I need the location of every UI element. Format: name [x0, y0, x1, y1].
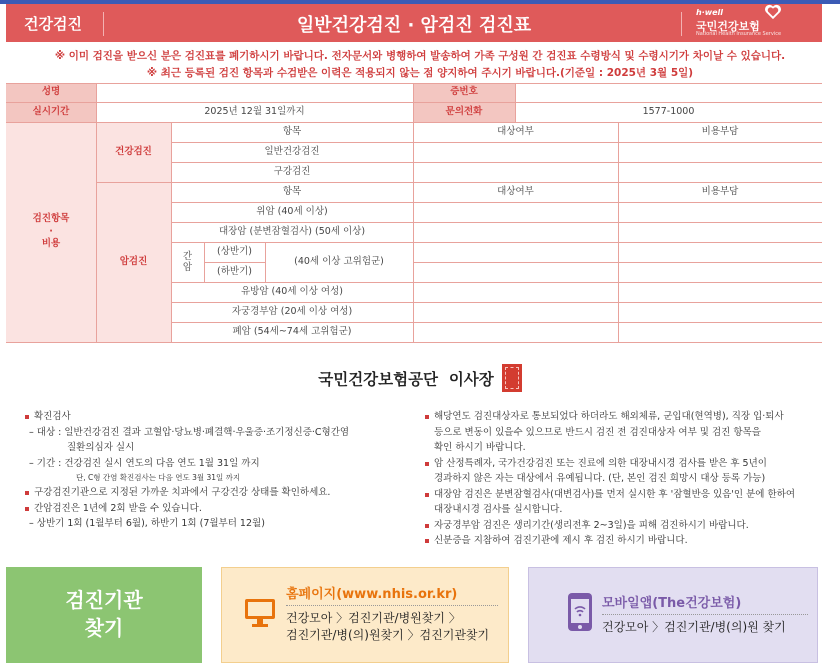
stomach-cancer-row: 위암 (40세 이상): [256, 205, 328, 217]
general-checkup-row: 일반건강검진: [264, 145, 320, 157]
logo-tagline: National Health Insurance Service: [696, 31, 782, 37]
colon-cancer-row: 대장암 (분변잠혈검사) (50세 이상): [218, 225, 366, 237]
health-col-target: 대상여부: [497, 125, 534, 137]
homepage-box[interactable]: [221, 567, 509, 663]
grid-line: [171, 142, 822, 143]
name-value: [96, 83, 413, 102]
period-value: 2025년 12월 31일까지: [204, 105, 305, 117]
notice-2: ※ 최근 등록된 검진 항목과 수검받은 이력은 적용되지 않는 점 양지하여 주시기 바랍니다.(기준일 : 2025년 3월 5일): [146, 67, 694, 79]
liver-condition: (40세 이상 고위험군): [294, 255, 384, 267]
health-col-cost: 비용부담: [701, 125, 739, 137]
notice-1: ※ 이미 검진을 받으신 분은 검진표를 폐기하시기 바랍니다. 전자문서와 병행하여 발송하여 가족 구성원 간 검진표 수령방식 및 수령시기가 차이날 수 있습니다.: [54, 50, 786, 62]
note-line: – 기간 : 건강검진 실시 연도의 다음 연도 1월 31일 까지: [29, 457, 260, 469]
grid-line: [171, 122, 172, 342]
mobile-title: 모바일앱(The건강보험): [602, 596, 742, 611]
grid-line: [171, 202, 822, 203]
dotted-rule: [602, 614, 808, 615]
note-line: 대장내시경 검사를 실시합니다.: [434, 504, 563, 515]
phone-value: 1577-1000: [642, 105, 695, 117]
grid-line: [515, 83, 516, 122]
liver-cancer-label: 간 암: [182, 250, 193, 273]
find-institution-button[interactable]: [6, 567, 202, 663]
grid-line: [171, 282, 822, 283]
note-line: 경과하지 않은 자는 대상에서 유예됩니다. (단, 본인 검진 희망시 대상 등록 가능): [434, 473, 766, 484]
phone-label: 문의전화: [413, 102, 515, 122]
note-bullet: 해당연도 검진대상자로 통보되었다 하더라도 해외체류, 군입대(현역병), 직장 입·퇴사: [424, 409, 829, 425]
homepage-path-1: 건강모아 〉검진기관/병원찾기 〉: [286, 611, 461, 625]
health-col-item: 항목: [282, 125, 302, 137]
note-bullet: 대장암 검진은 분변잠혈검사(대변검사)를 먼저 실시한 후 '잠혈반응 있음'인 분에 한하여: [424, 487, 829, 503]
logo-hwell: h·well: [696, 8, 724, 17]
right-notes: [424, 409, 829, 549]
find-institution-label: 검진기관 찾기: [65, 588, 143, 640]
id-label: 증번호: [413, 83, 515, 102]
grid-line: [6, 102, 822, 103]
liver-first-half: (상반기): [217, 245, 252, 257]
homepage-path-2: 검진기관/병(의)원찾기 〉검진기관찾기: [286, 628, 490, 642]
note-line: 질환의심자 실시: [67, 442, 135, 453]
note-bullet: 확진검사: [24, 409, 419, 425]
note-line: – 대상 : 일반건강검진 결과 고혈압·당뇨병·폐결핵·우울증·조기정신증·C형간염: [29, 426, 350, 438]
note-bullet: 신분증을 지참하여 검진기관에 제시 후 검진 하시기 바랍니다.: [424, 533, 829, 549]
homepage-title: 홈페이지(www.nhis.or.kr): [286, 587, 458, 602]
grid-line: [171, 322, 822, 323]
grid-line: [204, 242, 205, 282]
logo-name: 국민건강보험: [696, 20, 760, 33]
grid-line: [265, 242, 266, 282]
signature: [0, 366, 840, 394]
grid-line: [204, 262, 265, 263]
liver-second-half: (하반기): [217, 265, 252, 277]
grid-line: [618, 122, 619, 342]
signature-text: 국민건강보험공단 이사장: [318, 370, 494, 389]
breast-cancer-row: 유방암 (40세 이상 여성): [241, 285, 343, 297]
grid-line: [96, 83, 97, 342]
cancer-col-target: 대상여부: [497, 185, 534, 197]
grid-line: [171, 222, 822, 223]
grid-line: [171, 242, 822, 243]
note-bullet: 자궁경부암 검진은 생리기간(생리전후 2~3일)을 피해 검진하시기 바랍니다.: [424, 518, 829, 534]
note-line: 등으로 변동이 있을수 있으므로 반드시 검진 전 검진대상자 여부 및 검진 항목을: [434, 426, 761, 438]
smartphone-icon: [567, 592, 593, 632]
grid-line: [171, 302, 822, 303]
grid-line: [171, 162, 822, 163]
note-line: – 상반기 1회 (1월부터 6월), 하반기 1회 (7월부터 12월): [29, 518, 265, 529]
page-title: 일반건강검진 · 암검진 검진표: [296, 15, 532, 36]
name-label: 성명: [6, 83, 96, 102]
mobile-path: 건강모아 〉검진기관/병(의)원 찾기: [602, 620, 786, 634]
note-bullet: 구강검진기관으로 지정된 가까운 치과에서 구강건강 상태를 확인하세요.: [24, 485, 419, 501]
note-bullet: 암 산정특례자, 국가건강검진 또는 진료에 의한 대장내시경 검사를 받은 후 5년이: [424, 456, 829, 472]
note-bullet: 간암검진은 1년에 2회 받을 수 있습니다.: [24, 501, 419, 517]
left-notes: [24, 409, 419, 532]
cancer-col-cost: 비용부담: [701, 185, 739, 197]
cancer-checkup-label: 암검진: [96, 182, 171, 342]
grid-line: [6, 83, 822, 84]
grid-line: [413, 83, 414, 342]
oral-checkup-row: 구강검진: [273, 165, 311, 177]
period-label: 실시기간: [6, 102, 96, 122]
grid-line: [96, 182, 822, 183]
health-checkup-label: 건강검진: [96, 122, 171, 182]
monitor-icon: [244, 598, 276, 628]
grid-line: [6, 342, 822, 343]
note-line: 확인 하시기 바랍니다.: [434, 442, 526, 453]
items-cost-label: 검진항목 · 비용: [6, 122, 96, 342]
cervical-cancer-row: 자궁경부암 (20세 이상 여성): [231, 305, 353, 317]
header-category: 건강검진: [24, 15, 82, 33]
mobile-app-box[interactable]: [528, 567, 818, 663]
grid-line: [6, 122, 822, 123]
official-seal-icon: [502, 364, 522, 392]
cancer-col-item: 항목: [282, 185, 302, 197]
note-line: 단, C형 간염 확진검사는 다음 연도 3월 31일 까지: [76, 473, 241, 482]
dotted-rule: [286, 605, 498, 606]
lung-cancer-row: 폐암 (54세~74세 고위험군): [232, 325, 352, 337]
